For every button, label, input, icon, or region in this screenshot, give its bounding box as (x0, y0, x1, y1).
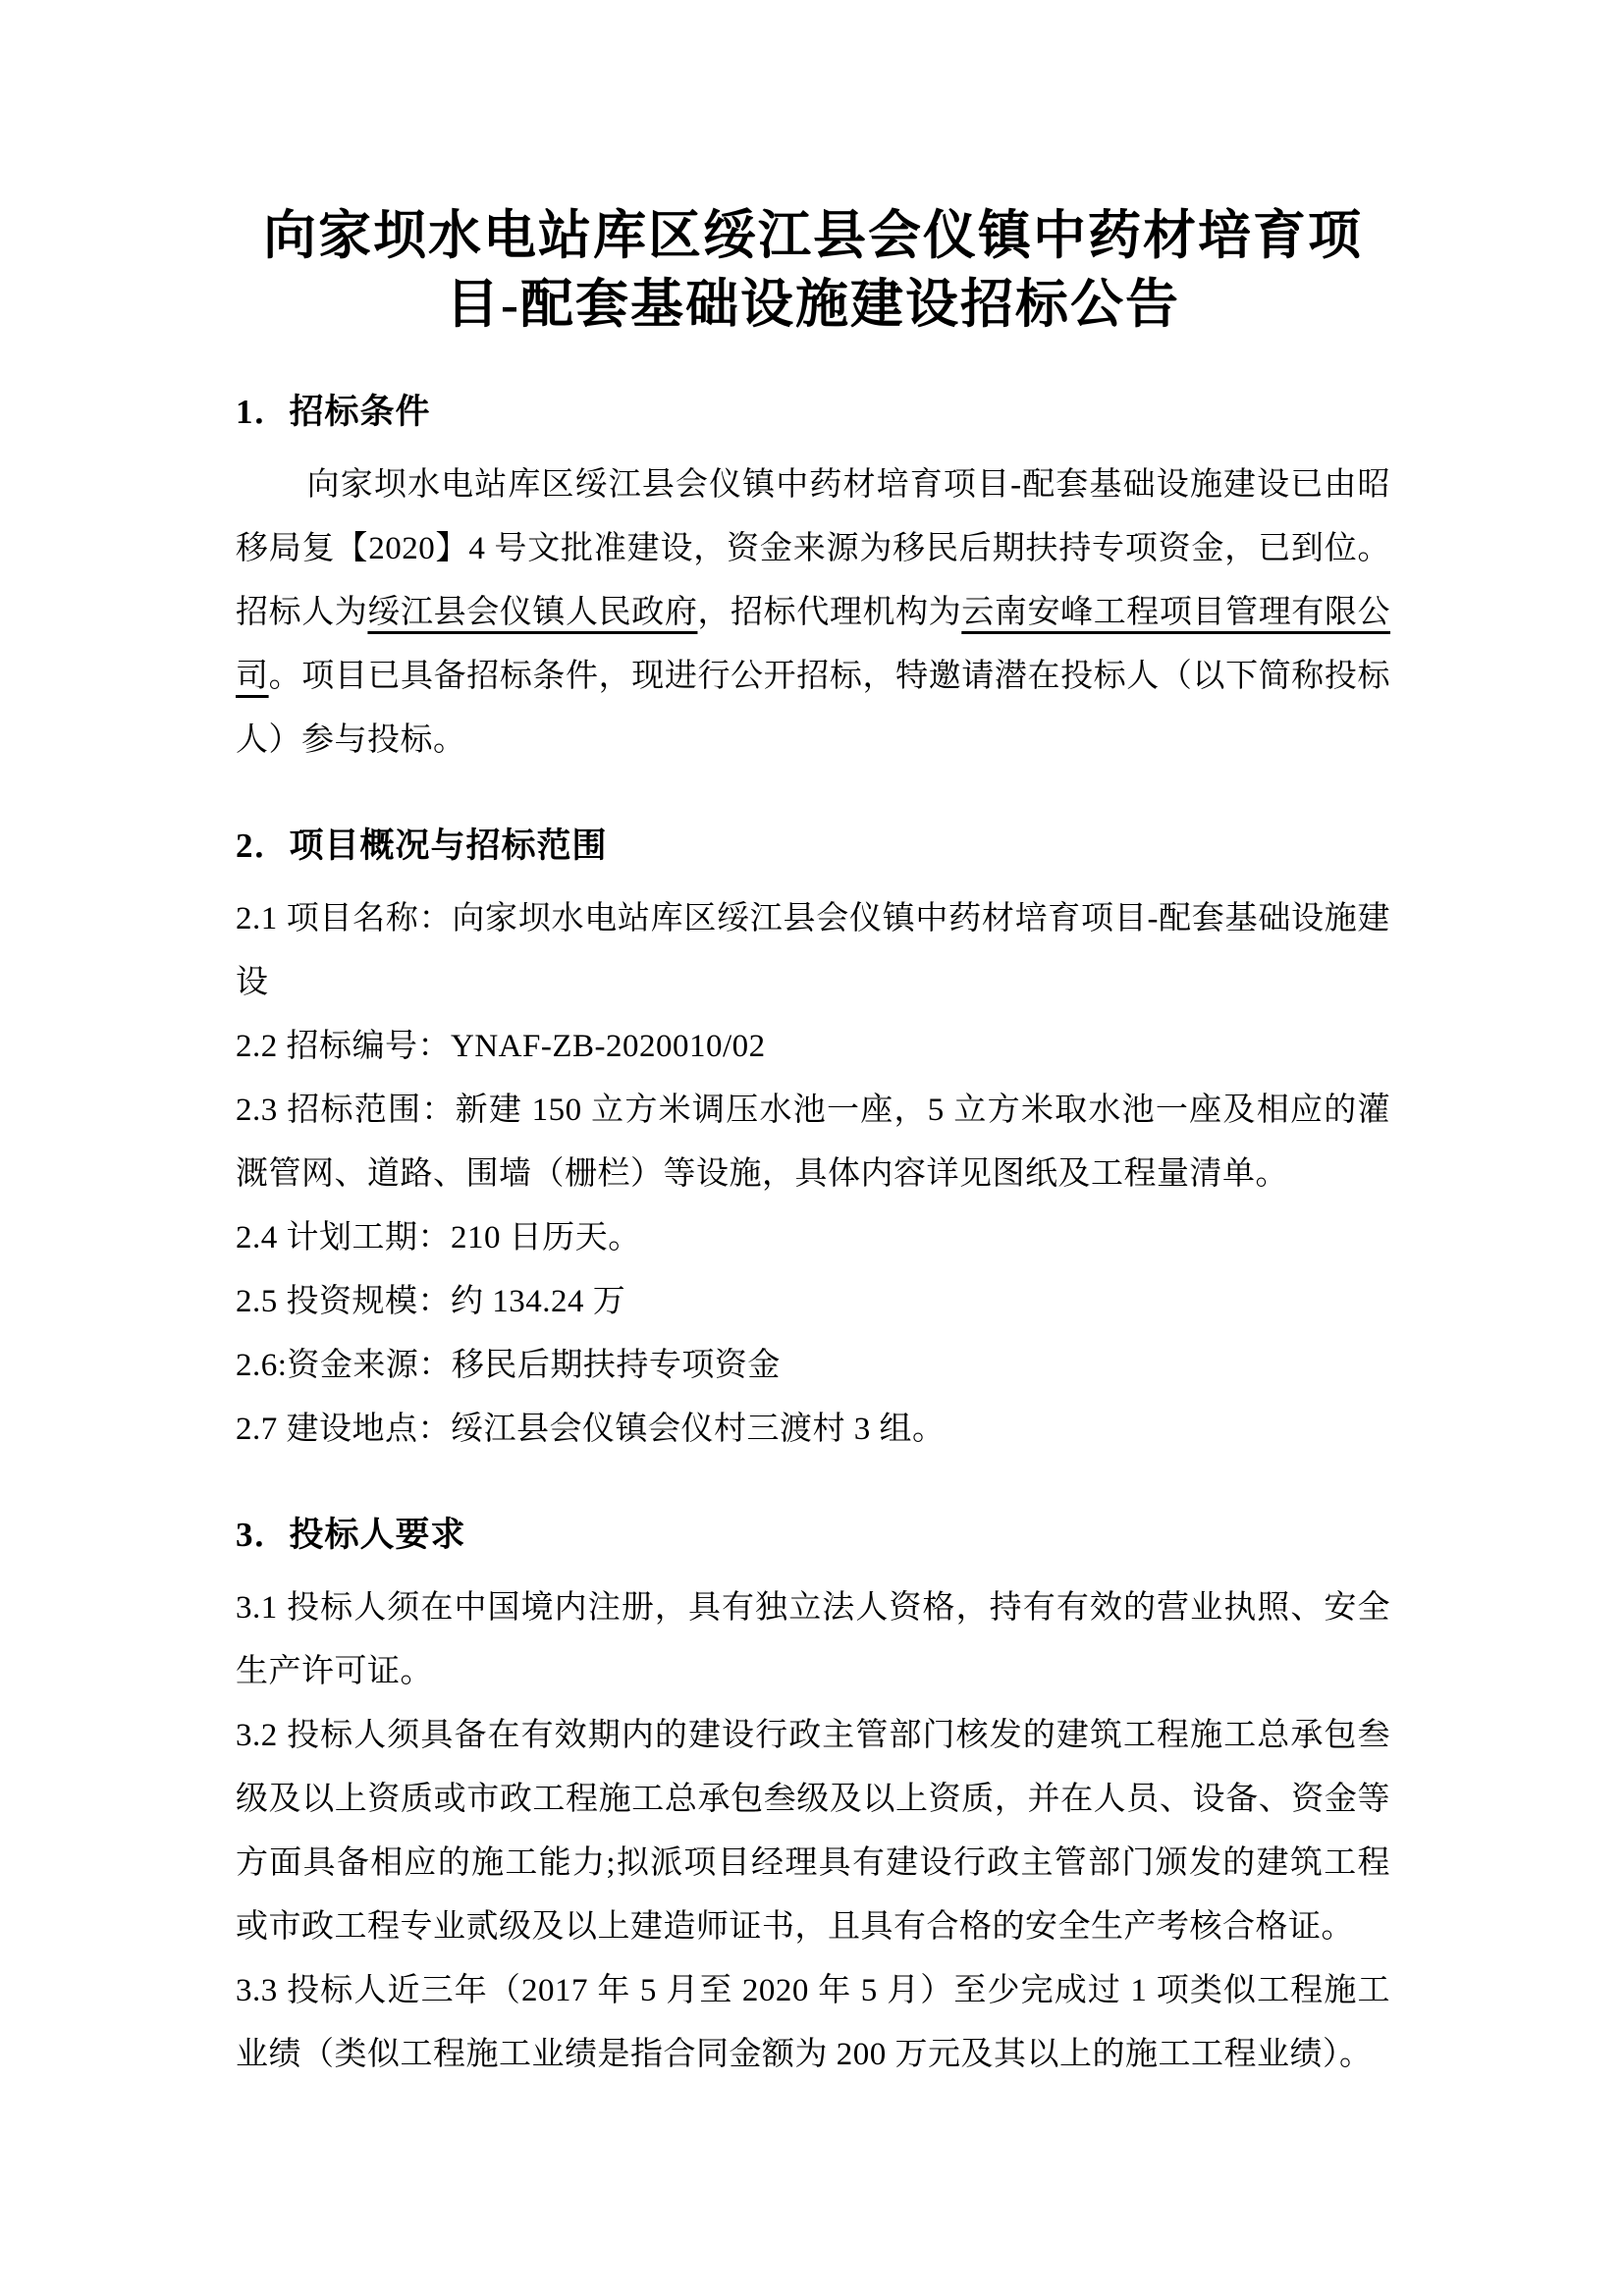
paragraph-text: 向家坝水电站库区绥江县会仪镇中药材培育项目-配套基础设施建设已由昭移局复【2020】4 号文批准建设，资金来源为移民后期扶持专项资金，已到位。招标人为 (236, 467, 1390, 630)
section-2-item-6: 2.6:资金来源：移民后期扶持专项资金 (236, 1348, 781, 1383)
section-1-heading: 1．招标条件 (236, 393, 431, 431)
document-title (236, 201, 1390, 339)
document-title-line-2: 目-配套基础设施建设招标公告 (446, 275, 1180, 334)
section-3-item-3: 3.3 投标人近三年（2017 年 5 月至 2020 年 5 月）至少完成过 1 项类似工程施工业绩（类似工程施工业绩是指合同金额为 200 万元及其以上的施工工程业绩）。 (236, 1973, 1390, 2072)
section-2-item-3: 2.3 招标范围：新建 150 立方米调压水池一座，5 立方米取水池一座及相应的灌溉管网、道路、围墙（栅栏）等设施，具体内容详见图纸及工程量清单。 (236, 1093, 1390, 1192)
underlined-text: 云南安峰工程项目管理有限公司 (236, 595, 1391, 694)
section-2-item-7: 2.7 建设地点：绥江县会仪镇会仪村三渡村 3 组。 (236, 1412, 946, 1447)
section-1-paragraph (236, 454, 1390, 773)
paragraph-text: ，招标代理机构为 (697, 595, 962, 630)
section-2-item-2: 2.2 招标编号：YNAF-ZB-2020010/02 (236, 1029, 766, 1064)
section-2-item-5: 2.5 投资规模：约 134.24 万 (236, 1284, 626, 1319)
document-title-line-1: 向家坝水电站库区绥江县会仪镇中药材培育项 (263, 206, 1363, 265)
section-3-item-2: 3.2 投标人须具备在有效期内的建设行政主管部门核发的建筑工程施工总承包叁级及以上资质或市政工程施工总承包叁级及以上资质，并在人员、设备、资金等方面具备相应的施工能力;拟派项目经理具有建设行政主管部门颁发的建筑工程或市政工程专业贰级及以上建造师证书，且具有合格的安全生产考核合格证。 (236, 1718, 1390, 1945)
underlined-text: 绥江县会仪镇人民政府 (367, 595, 698, 630)
section-2-item-1: 2.1 项目名称：向家坝水电站库区绥江县会仪镇中药材培育项目-配套基础设施建设 (236, 901, 1390, 1000)
section-3-item-1: 3.1 投标人须在中国境内注册，具有独立法人资格，持有有效的营业执照、安全生产许可证。 (236, 1590, 1390, 1689)
section-2-item-4: 2.4 计划工期：210 日历天。 (236, 1220, 641, 1255)
section-2-heading: 2．项目概况与招标范围 (236, 827, 608, 865)
paragraph-text: 。项目已具备招标条件，现进行公开招标，特邀请潜在投标人（以下简称投标人）参与投标。 (236, 659, 1391, 758)
section-3-heading: 3．投标人要求 (236, 1516, 466, 1554)
